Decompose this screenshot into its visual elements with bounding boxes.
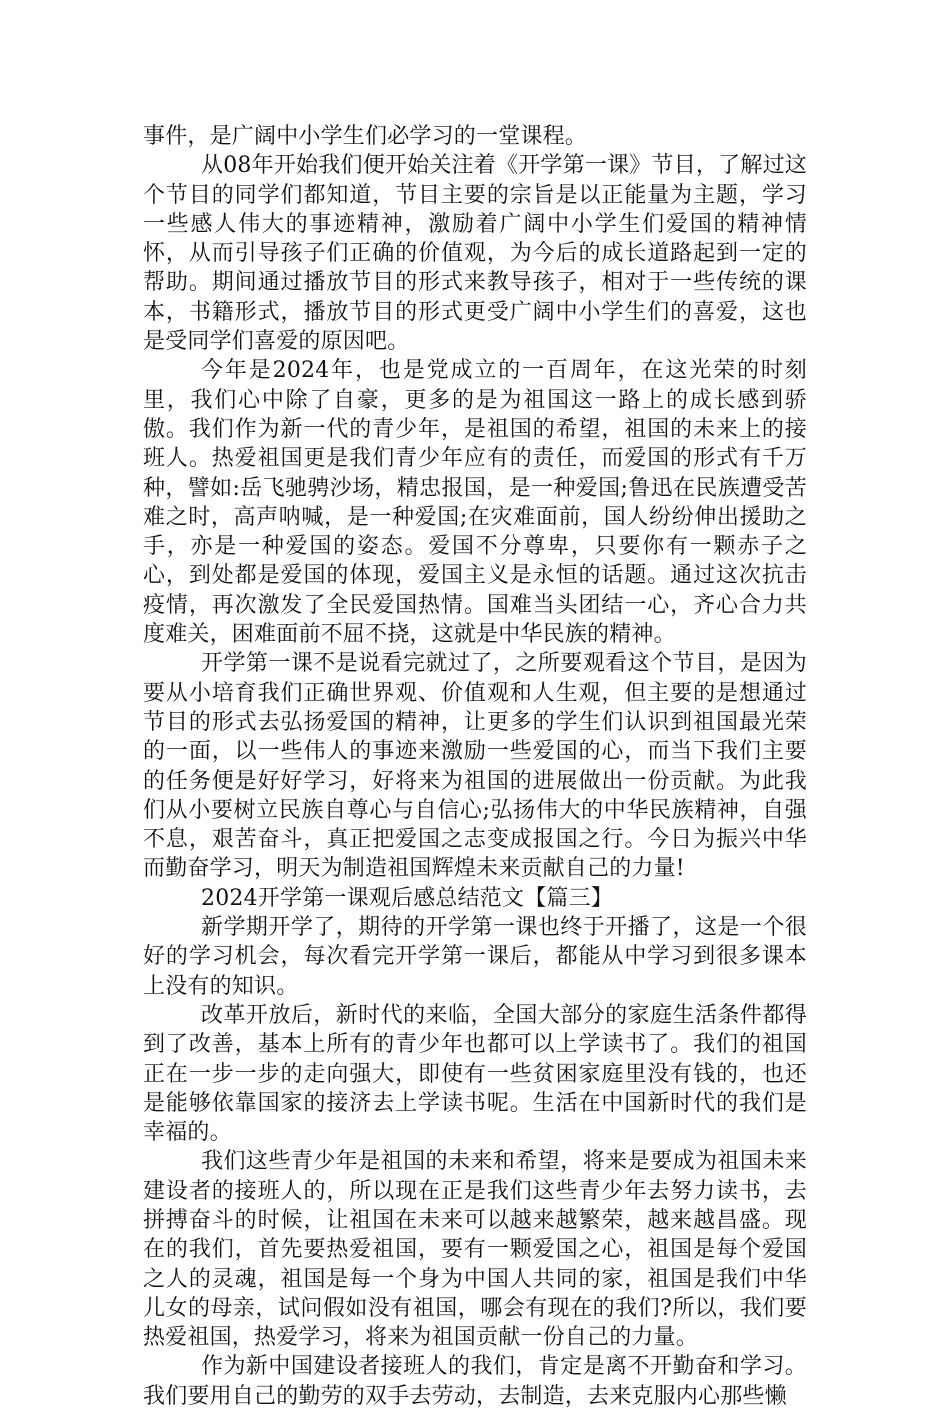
paragraph-continuation: 事件，是广阔中小学生们必学习的一堂课程。 [143, 124, 588, 149]
paragraph: 改革开放后，新时代的来临，全国大部分的家庭生活条件都得到了改善，基本上所有的青少年也都可以上学读书了。我们的祖国正在一步一步的走向强大，即使有一些贫困家庭里没有钱的，也还是能够依靠国家的接济去上学读书呢。生活在中国新时代的我们是幸福的。 [143, 1002, 807, 1146]
paragraph: 我们这些青少年是祖国的未来和希望，将来是要成为祖国未来建设者的接班人的，所以现在正是我们这些青少年去努力读书，去拼搏奋斗的时候，让祖国在未来可以越来越繁荣，越来越昌盛。现在的我们，首先要热爱祖国，要有一颗爱国之心，祖国是每个爱国之人的灵魂，祖国是每一个身为中国人共同的家，祖国是我们中华儿女的母亲，试问假如没有祖国，哪会有现在的我们?所以，我们要热爱祖国，热爱学习，将来为祖国贡献一份自己的力量。 [143, 1149, 807, 1351]
paragraph: 作为新中国建设者接班人的我们，肯定是离不开勤奋和学习。我们要用自己的勤劳的双手去劳动，去制造，去来克服内心那些懒 [143, 1354, 807, 1409]
section-heading: 2024开学第一课观后感总结范文【篇三】 [201, 885, 613, 911]
paragraph: 新学期开学了，期待的开学第一课也终于开播了，这是一个很好的学习机会，每次看完开学第一课后，都能从中学习到很多课本上没有的知识。 [143, 915, 807, 999]
document-body [143, 122, 807, 1411]
paragraph: 今年是2024年，也是党成立的一百周年，在这光荣的时刻里，我们心中除了自豪，更多的是为祖国这一路上的成长感到骄傲。我们作为新一代的青少年，是祖国的希望，祖国的未来上的接班人。热爱祖国更是我们青少年应有的责任，而爱国的形式有千万种，譬如:岳飞驰骋沙场，精忠报国，是一种爱国;鲁迅在民族遭受苦难之时，高声呐喊，是一种爱国;在灾难面前，国人纷纷伸出援助之手，亦是一种爱国的姿态。爱国不分尊卑，只要你有一颗赤子之心，到处都是爱国的体现，爱国主义是永恒的话题。通过这次抗击疫情，再次激发了全民爱国热情。国难当头团结一心，齐心合力共度难关，困难面前不屈不挠，这就是中华民族的精神。 [143, 358, 807, 648]
paragraph: 开学第一课不是说看完就过了，之所要观看这个节目，是因为要从小培育我们正确世界观、价值观和人生观，但主要的是想通过节目的形式去弘扬爱国的精神，让更多的学生们认识到祖国最光荣的一面，以一些伟人的事迹来激励一些爱国的心，而当下我们主要的任务便是好好学习，好将来为祖国的进展做出一份贡献。为此我们从小要树立民族自尊心与自信心;弘扬伟大的中华民族精神，自强不息，艰苦奋斗，真正把爱国之志变成报国之行。今日为振兴中华而勤奋学习，明天为制造祖国辉煌未来贡献自己的力量! [143, 651, 807, 882]
paragraph: 从08年开始我们便开始关注着《开学第一课》节目，了解过这个节目的同学们都知道，节目主要的宗旨是以正能量为主题，学习一些感人伟大的事迹精神，激励着广阔中小学生们爱国的精神情怀，从而引导孩子们正确的价值观，为今后的成长道路起到一定的帮助。期间通过播放节目的形式来教导孩子，相对于一些传统的课本，书籍形式，播放节目的形式更受广阔中小学生们的喜爱，这也是受同学们喜爱的原因吧。 [143, 153, 807, 355]
